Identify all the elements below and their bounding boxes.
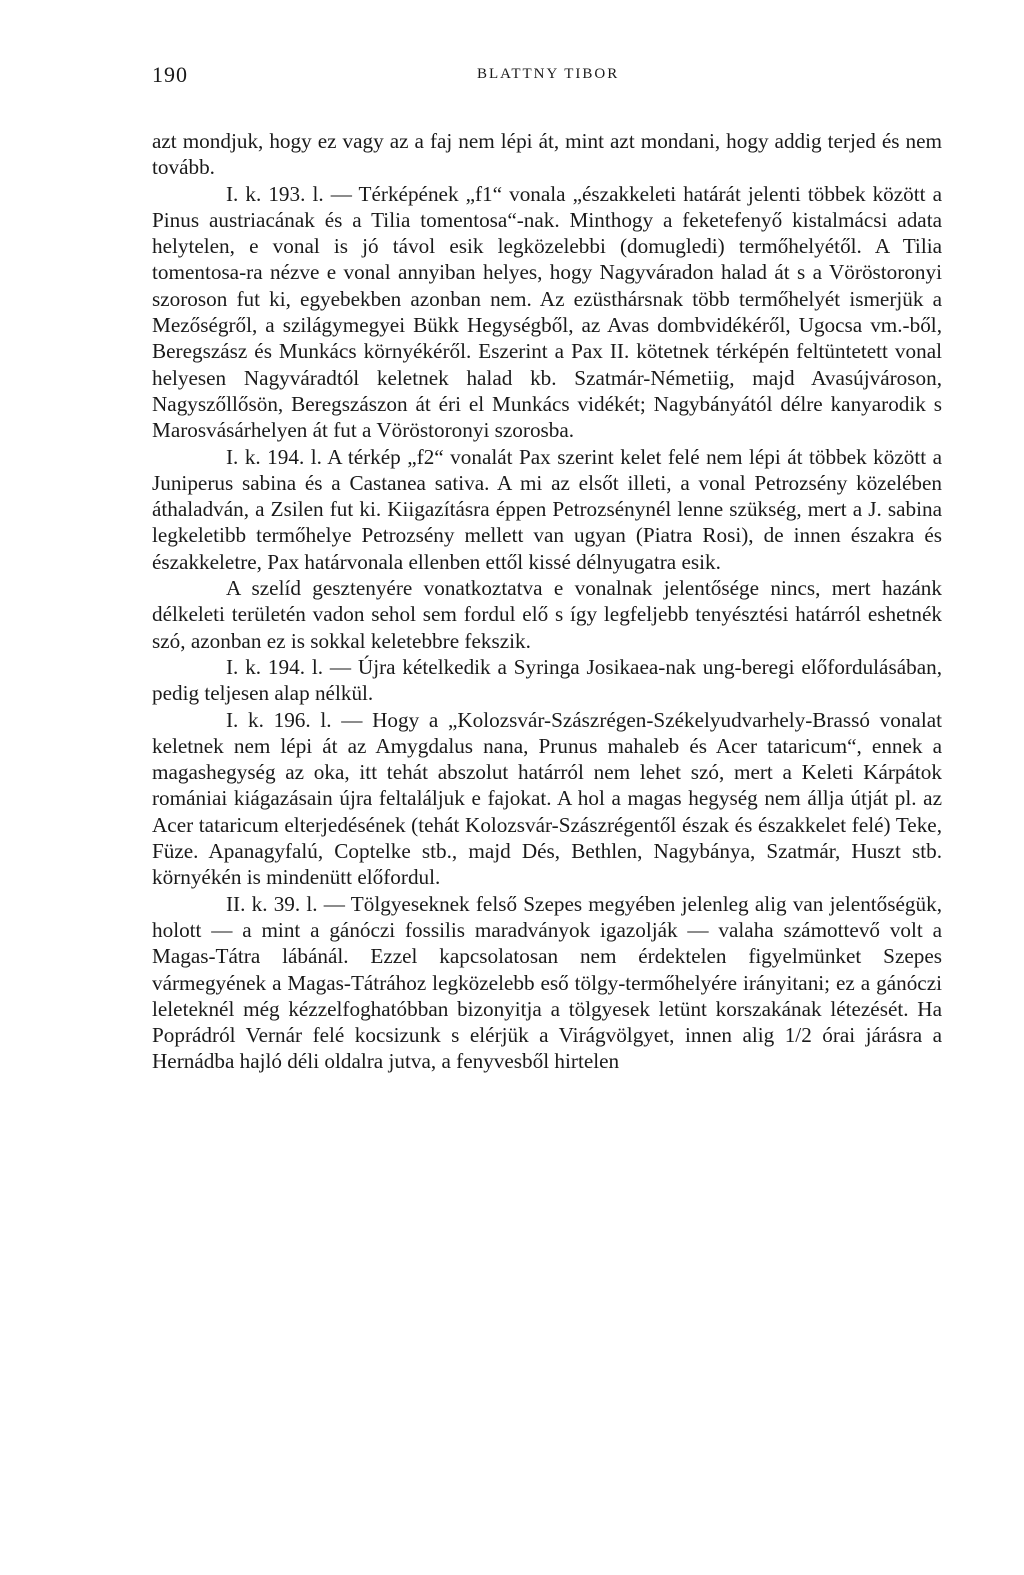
body-text — [152, 128, 942, 1075]
paragraph-2: I. k. 193. l. — Térképének „f1“ vonala „északkeleti határát jelenti többek között a Pinus austriacának és a Tilia tomentosa“-nak. Minthogy a feketefenyő kistalmácsi adata helytelen, e vonal is jó távol esik legközelebbi (domugledi) termőhelyétől. A Tilia tomentosa-ra nézve e vonal annyiban helyes, hogy Nagyváradon halad át s a Vöröstoronyi szoroson fut ki, egyebekben azonban nem. Az ezüsthársnak több termőhelyét ismerjük a Mezőségről, a szilágymegyei Bükk Hegységből, az Avas dombvidékéről, Ugocsa vm.-ből, Beregszász és Munkács környékéről. Eszerint a Pax II. kötetnek térképén feltüntetett vonal helyesen Nagyváradtól keletnek halad kb. Szatmár-Németiig, majd Avasújvároson, Nagyszőllősön, Beregszászon át éri el Munkács vidékét; Nagybányától délre kanyarodik s Marosvásárhelyen át fut a Vöröstoronyi szorosba. — [152, 181, 942, 443]
running-head: BLATTNY TIBOR — [477, 66, 620, 82]
paragraph-1: azt mondjuk, hogy ez vagy az a faj nem lépi át, mint azt mondani, hogy addig terjed és nem tovább. — [152, 129, 942, 180]
page-header — [152, 62, 942, 92]
paragraph-6: I. k. 196. l. — Hogy a „Kolozsvár-Szászrégen-Székelyudvarhely-Brassó vonalat keletnek nem lépi át az Amygdalus nana, Prunus mahaleb és Acer tataricum“, ennek a magashegység az oka, itt tehát abszolut határról nem lehet szó, mert a Keleti Kárpátok romániai kiágazásain újra feltaláljuk e fajokat. A hol a magas hegység nem állja útját pl. az Acer tataricum elterjedésének (tehát Kolozsvár-Szászrégentől észak és északkelet felé) Teke, Füze. Apanagyfalú, Coptelke stb., majd Dés, Bethlen, Nagybánya, Szatmár, Huszt stb. környékén is mindenütt előfordul. — [152, 707, 942, 890]
paragraph-4: A szelíd gesztenyére vonatkoztatva e vonalnak jelentősége nincs, mert hazánk délkeleti területén vadon sehol sem fordul elő s így legfeljebb tenyésztési határról eshetnék szó, azonban ez is sokkal keletebbre fekszik. — [152, 576, 942, 653]
paragraph-5: I. k. 194. l. — Újra kételkedik a Syringa Josikaea-nak ung-beregi előfordulásában, pedig teljesen alap nélkül. — [152, 654, 942, 706]
paragraph-7: II. k. 39. l. — Tölgyeseknek felső Szepes megyében jelenleg alig van jelentőségük, holott — a mint a gánóczi fossilis maradványok igazolják — valaha számottevő volt a Magas-Tátra lábánál. Ezzel kapcsolatosan nem érdektelen figyelmünket Szepes vármegyének a Magas-Tátrához legközelebb eső tölgy-termőhelyére irányitani; ez a gánóczi leleteknél még kézzelfoghatóbban bizonyitja a tölgyesek letünt korszakának létezését. Ha Poprádról Vernár felé kocsizunk s elérjük a Virágvölgyet, innen alig 1/2 órai járásra a Hernádba hajló déli oldalra jutva, a fenyvesből hirtelen — [152, 891, 942, 1074]
page-number: 190 — [152, 62, 188, 87]
paragraph-3: I. k. 194. l. A térkép „f2“ vonalát Pax szerint kelet felé nem lépi át többek között a Juniperus sabina és a Castanea sativa. A mi az elsőt illeti, a vonal Petrozsény közelében áthaladván, a Zsilen fut ki. Kiigazításra éppen Petrozsénynél lenne szükség, mert a J. sabina legkeletibb termőhelye Petrozsény mellett van ugyan (Piatra Rosi), de innen északra és északkeletre, Pax határvonala ellenben ettől kissé délnyugatra esik. — [152, 444, 942, 574]
